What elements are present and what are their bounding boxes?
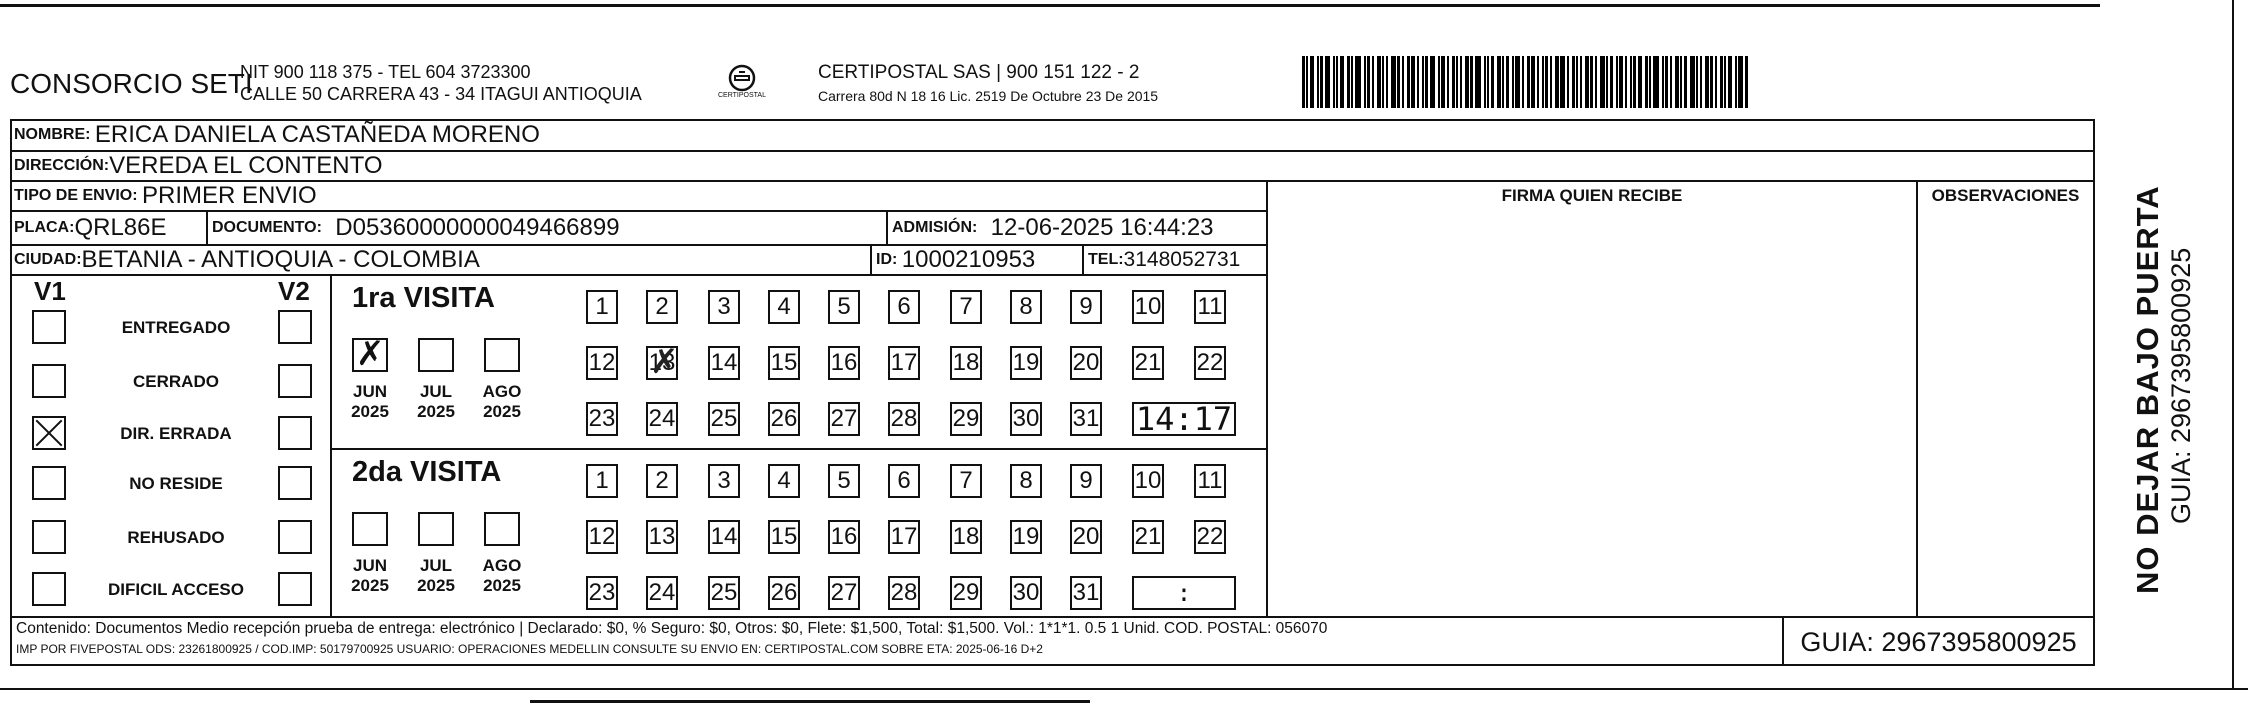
v2-label: V2 xyxy=(278,276,310,306)
no-dejar-warning: NO DEJAR BAJO PUERTA xyxy=(2130,185,2165,594)
barcode-bar xyxy=(1460,56,1462,108)
month-year: 2025 xyxy=(483,402,521,421)
barcode-bar xyxy=(1372,56,1374,108)
month-name: AGO xyxy=(482,382,522,401)
barcode-bar xyxy=(1567,56,1569,108)
admission-divider xyxy=(886,210,888,244)
day-box[interactable]: 12 xyxy=(586,520,618,554)
barcode-bar xyxy=(1351,56,1353,108)
barcode-bar xyxy=(1407,56,1410,108)
side-guide: GUIA: 2967395800925 xyxy=(2166,247,2196,524)
barcode-bar xyxy=(1425,56,1428,108)
barcode-bar xyxy=(1630,56,1632,108)
day-box[interactable]: 3 xyxy=(708,464,740,498)
barcode-bar xyxy=(1619,56,1623,108)
carrier-name: CERTIPOSTAL SAS | 900 151 122 - 2 xyxy=(818,62,1140,83)
barcode-bar xyxy=(1606,56,1608,108)
v1-checkbox-0[interactable] xyxy=(32,310,66,344)
v1-checkbox-5[interactable] xyxy=(32,572,66,606)
barcode-bar xyxy=(1665,56,1668,108)
barcode-bar xyxy=(1720,56,1723,108)
barcode-bar xyxy=(1364,56,1366,108)
barcode-bar xyxy=(1438,56,1440,108)
month-check-mark: ✗ xyxy=(356,335,385,373)
barcode-bar xyxy=(1515,56,1520,108)
barcode-bar xyxy=(1506,56,1509,108)
day-box[interactable]: 25 xyxy=(708,402,740,436)
phone-label: TEL: xyxy=(1088,251,1124,268)
month-checkbox[interactable] xyxy=(352,335,388,373)
day-box[interactable]: 14 xyxy=(708,346,740,380)
status-option-label: DIR. ERRADA xyxy=(120,424,232,443)
status-option-label: DIFICIL ACCESO xyxy=(107,580,244,599)
barcode-bar xyxy=(1397,56,1400,108)
document-value: D05360000000049466899 xyxy=(335,214,620,241)
day-box[interactable]: 7 xyxy=(950,464,982,498)
id-value: 1000210953 xyxy=(901,246,1036,273)
barcode-bar xyxy=(1347,56,1350,108)
day-box[interactable]: 11 xyxy=(1194,464,1226,498)
v2-checkbox-1[interactable] xyxy=(278,364,312,398)
day-box[interactable]: 29 xyxy=(950,402,982,436)
day-box[interactable]: 21 xyxy=(1132,346,1164,380)
day-box[interactable]: 21 xyxy=(1132,520,1164,554)
day-box[interactable]: 13 ✗ xyxy=(646,346,678,380)
barcode-bar xyxy=(1441,56,1445,108)
day-box[interactable]: 15 xyxy=(768,520,800,554)
barcode-bar xyxy=(1610,56,1613,108)
v2-checkbox-3[interactable] xyxy=(278,466,312,500)
barcode-bar xyxy=(1537,56,1539,108)
day-box[interactable]: 27 xyxy=(828,402,860,436)
month-year: 2025 xyxy=(483,576,521,595)
observations-header: OBSERVACIONES xyxy=(1931,186,2080,205)
month-label xyxy=(406,382,466,422)
certipostal-logo-icon xyxy=(712,60,772,108)
status-option-label: CERRADO xyxy=(133,372,219,391)
barcode-bar xyxy=(1531,56,1535,108)
barcode-bar xyxy=(1310,56,1314,108)
plate-cell xyxy=(14,211,167,245)
barcode-bar xyxy=(1745,56,1748,108)
day-box[interactable]: 9 xyxy=(1070,464,1102,498)
day-box[interactable]: 12 xyxy=(586,346,618,380)
company-address: CALLE 50 CARRERA 43 - 34 ITAGUI ANTIOQUIA xyxy=(240,84,642,104)
visit-time-box[interactable]: 14:17 xyxy=(1132,402,1236,436)
document-cell xyxy=(212,211,620,245)
content-line: Contenido: Documentos Medio recepción prueba de entrega: electrónico | Declarado: $0, % Seguro: $0, Otros: $0, Flete: $1,500, Total: $1,500. Vol.: 1*1*1. 0.5 1 Unid. COD. POSTAL: 056070 xyxy=(16,620,1328,637)
day-box[interactable]: 20 xyxy=(1070,520,1102,554)
day-box[interactable]: 24 xyxy=(646,576,678,610)
barcode-bar xyxy=(1527,56,1530,108)
barcode-bar xyxy=(1411,56,1415,108)
frame-right xyxy=(2093,119,2095,666)
barcode-bar xyxy=(1649,56,1651,108)
barcode-bar xyxy=(1724,56,1726,108)
barcode-bar xyxy=(1491,56,1494,108)
barcode-bar xyxy=(1645,56,1648,108)
day-box[interactable]: 22 xyxy=(1194,346,1226,380)
day-box[interactable]: 23 xyxy=(586,576,618,610)
barcode-bar xyxy=(1560,56,1565,108)
month-checkbox[interactable] xyxy=(484,512,520,546)
day-box[interactable]: 20 xyxy=(1070,346,1102,380)
plate-divider xyxy=(206,210,208,244)
barcode-bar xyxy=(1705,56,1709,108)
month-label xyxy=(340,382,400,422)
barcode-bar xyxy=(1600,56,1605,108)
barcode-bar xyxy=(1522,56,1524,108)
v2-checkbox-5[interactable] xyxy=(278,572,312,606)
v1-checkbox-4[interactable] xyxy=(32,520,66,554)
v2-checkbox-2[interactable] xyxy=(278,416,312,450)
barcode-bar xyxy=(1684,56,1687,108)
barcode-bar xyxy=(1542,56,1544,108)
address-row xyxy=(14,151,383,181)
phone-cell xyxy=(1088,245,1240,275)
barcode-bar xyxy=(1302,56,1305,108)
barcode-bar xyxy=(1422,56,1424,108)
imp-line: IMP POR FIVEPOSTAL ODS: 23261800925 / COD.IMP: 50179700925 USUARIO: OPERACIONES MEDELLIN CONSULTE SU ENVIO EN: CERTIPOSTAL.COM SOBRE ETA: 2025-06-16 D+2 xyxy=(16,642,1043,656)
barcode xyxy=(1302,56,1942,108)
month-year: 2025 xyxy=(351,576,389,595)
month-label xyxy=(340,556,400,596)
frame-left xyxy=(10,119,12,666)
barcode-bar xyxy=(1497,56,1501,108)
day-box[interactable]: 8 xyxy=(1010,464,1042,498)
day-box[interactable]: 5 xyxy=(828,290,860,324)
barcode-bar xyxy=(1447,56,1449,108)
day-box[interactable]: 26 xyxy=(768,576,800,610)
day-box[interactable]: 2 xyxy=(646,290,678,324)
barcode-bar xyxy=(1690,56,1695,108)
barcode-bar xyxy=(1633,56,1636,108)
city-label: CIUDAD: xyxy=(14,251,82,268)
day-box[interactable]: 16 xyxy=(828,346,860,380)
visit-time-box[interactable]: : xyxy=(1132,576,1236,610)
day-box[interactable]: 19 xyxy=(1010,346,1042,380)
barcode-bar xyxy=(1430,56,1435,108)
barcode-bar xyxy=(1715,56,1717,108)
month-name: JUL xyxy=(419,382,453,401)
barcode-bar xyxy=(1625,56,1627,108)
day-box[interactable]: 8 xyxy=(1010,290,1042,324)
month-name: JUN xyxy=(352,556,387,575)
day-box[interactable]: 3 xyxy=(708,290,740,324)
barcode-bar xyxy=(1377,56,1381,108)
barcode-bar xyxy=(1452,56,1455,108)
barcode-bar xyxy=(1367,56,1370,108)
barcode-bar xyxy=(1475,56,1481,108)
frame-bottom xyxy=(10,664,2095,666)
document-label: DOCUMENTO: xyxy=(212,219,322,236)
barcode-bar xyxy=(1696,56,1698,108)
day-box[interactable]: 26 xyxy=(768,402,800,436)
barcode-bar xyxy=(1580,56,1582,108)
v2-checkbox-0[interactable] xyxy=(278,310,312,344)
day-box[interactable]: 4 xyxy=(768,464,800,498)
barcode-bar xyxy=(1355,56,1361,108)
barcode-bar xyxy=(1576,56,1578,108)
barcode-bar xyxy=(1700,56,1702,108)
v1-label: V1 xyxy=(34,276,66,306)
month-year: 2025 xyxy=(351,402,389,421)
barcode-bar xyxy=(1638,56,1642,108)
name-label: NOMBRE: xyxy=(14,126,91,143)
plate-value: QRL86E xyxy=(74,214,167,241)
month-name: AGO xyxy=(482,556,522,575)
barcode-bar xyxy=(1336,56,1338,108)
day-box[interactable]: 28 xyxy=(888,402,920,436)
barcode-bar xyxy=(1487,56,1489,108)
day-box[interactable]: 6 xyxy=(888,464,920,498)
month-checkbox[interactable] xyxy=(418,512,454,546)
day-box[interactable]: 28 xyxy=(888,576,920,610)
day-box[interactable]: 1 xyxy=(586,464,618,498)
month-year: 2025 xyxy=(417,402,455,421)
barcode-bar xyxy=(1550,56,1552,108)
barcode-bar xyxy=(1555,56,1559,108)
v1-checkbox-2[interactable] xyxy=(32,416,66,450)
barcode-bar xyxy=(1670,56,1672,108)
day-box[interactable]: 29 xyxy=(950,576,982,610)
visit-title: 2da VISITA xyxy=(352,456,502,488)
shipment-type-label: TIPO DE ENVIO: xyxy=(14,187,138,204)
name-row xyxy=(14,120,540,150)
id-divider xyxy=(870,244,872,274)
month-label xyxy=(472,382,532,422)
barcode-bar xyxy=(1728,56,1732,108)
barcode-bar xyxy=(1616,56,1618,108)
day-box[interactable]: 30 xyxy=(1010,576,1042,610)
status-option-label: REHUSADO xyxy=(127,528,225,547)
day-box[interactable]: 16 xyxy=(828,520,860,554)
company-nit: NIT 900 118 375 - TEL 604 3723300 xyxy=(240,62,531,82)
visit-title: 1ra VISITA xyxy=(352,282,495,314)
barcode-bar xyxy=(1738,56,1743,108)
right-scan-edge xyxy=(2232,0,2234,690)
shipment-type: PRIMER ENVIO xyxy=(142,182,317,209)
shipment-type-row xyxy=(14,181,317,211)
logo-caption: CERTIPOSTAL xyxy=(718,92,766,99)
barcode-bar xyxy=(1391,56,1396,108)
day-box[interactable]: 23 xyxy=(586,402,618,436)
barcode-bar xyxy=(1572,56,1575,108)
bottom-scan-edge xyxy=(0,688,2248,690)
month-checkbox[interactable] xyxy=(484,338,520,372)
day-box[interactable]: 25 xyxy=(708,576,740,610)
barcode-bar xyxy=(1333,56,1335,108)
status-right xyxy=(330,274,332,616)
barcode-bar xyxy=(1512,56,1514,108)
day-box[interactable]: 14 xyxy=(708,520,740,554)
day-box[interactable]: 9 xyxy=(1070,290,1102,324)
day-box[interactable]: 10 xyxy=(1132,290,1164,324)
admission-value: 12-06-2025 16:44:23 xyxy=(990,214,1214,241)
day-box[interactable]: 15 xyxy=(768,346,800,380)
day-box[interactable]: 31 xyxy=(1070,402,1102,436)
admission-cell xyxy=(892,211,1214,245)
v2-checkbox-4[interactable] xyxy=(278,520,312,554)
visit-divider xyxy=(330,448,1268,450)
status-option-label: ENTREGADO xyxy=(121,318,231,337)
day-box[interactable]: 13 xyxy=(646,520,678,554)
month-name: JUN xyxy=(352,382,387,401)
city-value: BETANIA - ANTIOQUIA - COLOMBIA xyxy=(81,246,480,273)
day-box[interactable]: 17 xyxy=(888,346,920,380)
month-name: JUL xyxy=(419,556,453,575)
barcode-bar xyxy=(1417,56,1419,108)
month-year: 2025 xyxy=(417,576,455,595)
month-checkbox[interactable] xyxy=(352,512,388,546)
barcode-bar xyxy=(1306,56,1308,108)
barcode-bar xyxy=(1502,56,1504,108)
id-cell xyxy=(876,245,1035,275)
day-box[interactable]: 5 xyxy=(828,464,860,498)
day-box[interactable]: 1 xyxy=(586,290,618,324)
day-box[interactable]: 27 xyxy=(828,576,860,610)
barcode-bar xyxy=(1662,56,1664,108)
recipient-address: VEREDA EL CONTENTO xyxy=(109,152,383,179)
barcode-bar xyxy=(1590,56,1593,108)
barcode-bar xyxy=(1317,56,1319,108)
barcode-bar xyxy=(1382,56,1384,108)
footer-guide: GUIA: 2967395800925 xyxy=(1800,626,2077,657)
id-label: ID: xyxy=(876,251,898,268)
barcode-bar xyxy=(1325,56,1330,108)
v1-checkbox-1[interactable] xyxy=(32,364,66,398)
month-label xyxy=(472,556,532,596)
phone-value: 3148052731 xyxy=(1123,248,1241,271)
address-label: DIRECCIÓN: xyxy=(14,157,110,174)
carrier-license: Carrera 80d N 18 16 Lic. 2519 De Octubre 23 De 2015 xyxy=(818,88,1159,104)
barcode-bar xyxy=(1545,56,1548,108)
signature-header: FIRMA QUIEN RECIBE xyxy=(1501,186,1683,205)
day-box[interactable]: 18 xyxy=(950,346,982,380)
certipostal-logo xyxy=(712,60,772,108)
day-box[interactable]: 10 xyxy=(1132,464,1164,498)
company-name: CONSORCIO SETI xyxy=(10,68,253,99)
barcode-bar xyxy=(1595,56,1597,108)
day-box[interactable]: 30 xyxy=(1010,402,1042,436)
barcode-bar xyxy=(1320,56,1323,108)
admission-label: ADMISIÓN: xyxy=(892,219,978,236)
recipient-name: ERICA DANIELA CASTAÑEDA MORENO xyxy=(94,121,540,148)
barcode-bar xyxy=(1735,56,1737,108)
barcode-bar xyxy=(1456,56,1458,108)
day-box[interactable]: 24 xyxy=(646,402,678,436)
observations-left xyxy=(1916,180,1918,616)
bottom-scan-shadow xyxy=(530,700,1090,703)
day-box[interactable]: 22 xyxy=(1194,520,1226,554)
day-box[interactable]: 19 xyxy=(1010,520,1042,554)
barcode-bar xyxy=(1653,56,1659,108)
day-box[interactable]: 4 xyxy=(768,290,800,324)
barcode-bar xyxy=(1680,56,1682,108)
top-scan-edge xyxy=(0,4,2100,7)
plate-label: PLACA: xyxy=(14,219,75,236)
barcode-bar xyxy=(1710,56,1713,108)
month-checkbox[interactable] xyxy=(418,338,454,372)
barcode-bar xyxy=(1386,56,1388,108)
barcode-bar xyxy=(1675,56,1679,108)
day-box[interactable]: 6 xyxy=(888,290,920,324)
day-box[interactable]: 11 xyxy=(1194,290,1226,324)
barcode-bar xyxy=(1470,56,1473,108)
barcode-bar xyxy=(1340,56,1344,108)
barcode-bar xyxy=(1585,56,1589,108)
status-option-label: NO RESIDE xyxy=(129,474,223,493)
v1-checkbox-3[interactable] xyxy=(32,466,66,500)
city-cell xyxy=(14,245,480,275)
barcode-bar xyxy=(1402,56,1404,108)
day-box[interactable]: 7 xyxy=(950,290,982,324)
barcode-bar xyxy=(1484,56,1486,108)
day-box[interactable]: 17 xyxy=(888,520,920,554)
day-box[interactable]: 31 xyxy=(1070,576,1102,610)
phone-divider xyxy=(1082,244,1084,274)
day-box[interactable]: 2 xyxy=(646,464,678,498)
day-box[interactable]: 18 xyxy=(950,520,982,554)
barcode-bar xyxy=(1465,56,1469,108)
signature-left xyxy=(1266,180,1268,616)
month-label xyxy=(406,556,466,596)
